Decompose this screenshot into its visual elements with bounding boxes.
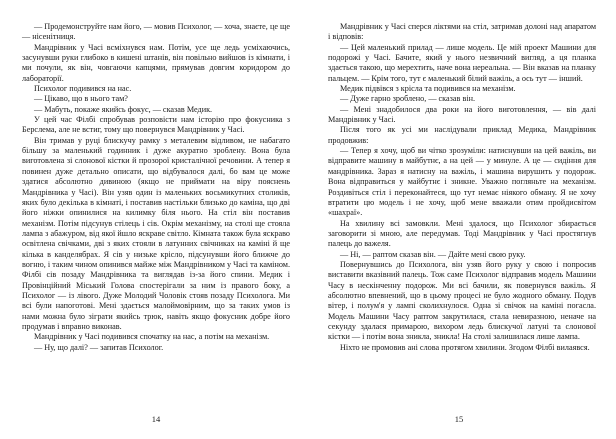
paragraph: Ніхто не промовив ані слова протягом хвилини. Згодом Філбі вилаявся. bbox=[340, 342, 590, 352]
paragraph: — Мені знадобилося два роки на його виготовлення, — вів далі Мандрівник у Часі. bbox=[328, 104, 596, 125]
paragraph: У цей час Філбі спробував розповісти нам історію про фокусника з Берслема, але не встиг, тому що повернувся Мандрівник у Часі. bbox=[22, 115, 290, 135]
paragraph: Медик підвівся з крісла та подивився на механізм. bbox=[340, 84, 516, 94]
page-number-right: 15 bbox=[454, 414, 464, 424]
paragraph: — Ні, — раптом сказав він. — Дайте мені свою руку. bbox=[340, 249, 526, 259]
paragraph: На хвилину всі замовкли. Мені здалося, що Психолог збирається заговорити зі мною, але передумав. Тоді Мандрівник у Часі простягнув палець до важеля. bbox=[328, 218, 596, 249]
left-page bbox=[22, 22, 290, 402]
paragraph: Мандрівник у Часі сперся ліктями на стіл, затримав долоні над апаратом і відповів: bbox=[328, 22, 596, 42]
page-number-left: 14 bbox=[151, 414, 161, 424]
paragraph: — Ну, що далі? — запитав Психолог. bbox=[34, 342, 164, 352]
paragraph: Він тримав у руці блискучу рамку з металевим відливом, не набагато більшу за маленький годинник і дуже акуратно зроблену. Вона була виготовлена зі слонової кістки й прозорої кристалічної речовини. А тепер я повинен дуже детально описати, що відбувалося далі, бо вам це може здатися абсолютно дивиною (якщо не приймати на віру пояснень Мандрівника у Часі). Він узяв один із маленьких восьмикутних столиків, яких було декілька в кімнаті, і поставив настільки близько до каміна, що дві його ніжки опинилися на килимку біля нього. На стіл він поставив механізм. Потім підсунув стілець і сів. Окрім механізму, на столі ще стояла лампа з абажуром, від якої йшло яскраве світло. Кімната також була яскраво освітлена свічками, дві з яких стояли в латунних свічниках на каміні й ще кілька в канделябрах. Я сів у низьке крісло, підсунувши його ближче до вогню, і таким чином опинився майже між Мандрівником у Часі та каміном. Філбі сів позаду Мандрівника та виглядав із-за його спини. Медик і Провінційний Міський Голова спостерігали за ним із правого боку, а Психолог — із лівого. Дуже Молодий Чоловік стояв позаду Психолога. Ми всі були напоготові. Мені здається малоймовірним, що за таких умов із нами можна було зіграти якийсь трюк, навіть якщо фокусник добре його продумав і вправно виконав. bbox=[22, 135, 290, 331]
paragraph: — Продемонструйте нам його, — мовив Психолог, — хоча, знаєте, це ще — нісенітниця. bbox=[22, 22, 290, 42]
paragraph: Мандрівник у Часі всміхнувся нам. Потім, усе ще ледь усміхаючись, засунувши руки глибоко в кишені штанів, він повільно вийшов із кімнати, і ми почули, як він, човгаючи капцями, прямував довгим коридором до лабораторії. bbox=[22, 42, 290, 83]
paragraph: Повернувшись до Психолога, він узяв його руку у свою і попросив виставити вказівний палець. Тож саме Психолог відправив модель Машини Часу в нескінченну подорож. Ми всі бачили, як повернувся важіль. Я абсолютно впевнений, що в цьому процесі не було жодного обману. Подув вітер, і полум'я у лампі сколихнулося. Одна зі свічок на каміні погасла. Модель Машини Часу раптом закрутилася, стала невиразною, неначе на секунду здалася примарою, вихором ледь блискучої латуні та слонової кістки — і потім вона зникла, зникла! На столі залишилася лише лампа. bbox=[328, 259, 596, 342]
paragraph: — Дуже гарно зроблено, — сказав він. bbox=[340, 94, 476, 104]
paragraph: — Цікаво, що в нього там? bbox=[34, 94, 128, 104]
paragraph: — Тепер я хочу, щоб ви чітко зрозуміли: натиснувши на цей важіль, ви відправите машину в майбутнє, а на цей — у минуле. А це — сидіння для мандрівника. Зараз я натисну на важіль, і машина вирушить у подорож. Вона відправиться у майбутнє і зникне. Уважно погляньте на механізм. Роздивіться стіл і переконайтеся, що тут немає ніякого обману. Я не хочу втратити цю модель і не хочу, щоб мене вважали отим пройдисвітом «шахраї». bbox=[328, 146, 596, 218]
paragraph: Мандрівник у Часі подивився спочатку на нас, а потім на механізм. bbox=[34, 332, 270, 342]
right-page bbox=[328, 22, 596, 402]
paragraph: — Мабуть, покаже якийсь фокус, — сказав Медик. bbox=[34, 104, 213, 114]
paragraph: — Цей маленький прилад — лише модель. Це мій проект Машини для подорожі у Часі. Бачите, який у нього незвичний вигляд, а ця планка здається такою, що мерехтить, наче вона нереальна. — Він вказав на планку пальцем. — Крім того, тут є маленький білий важіль, а ось тут — інший. bbox=[328, 42, 596, 83]
paragraph: Після того як усі ми наслідували приклад Медика, Мандрівник продовжив: bbox=[328, 125, 596, 145]
paragraph: Психолог подивився на нас. bbox=[34, 84, 132, 94]
